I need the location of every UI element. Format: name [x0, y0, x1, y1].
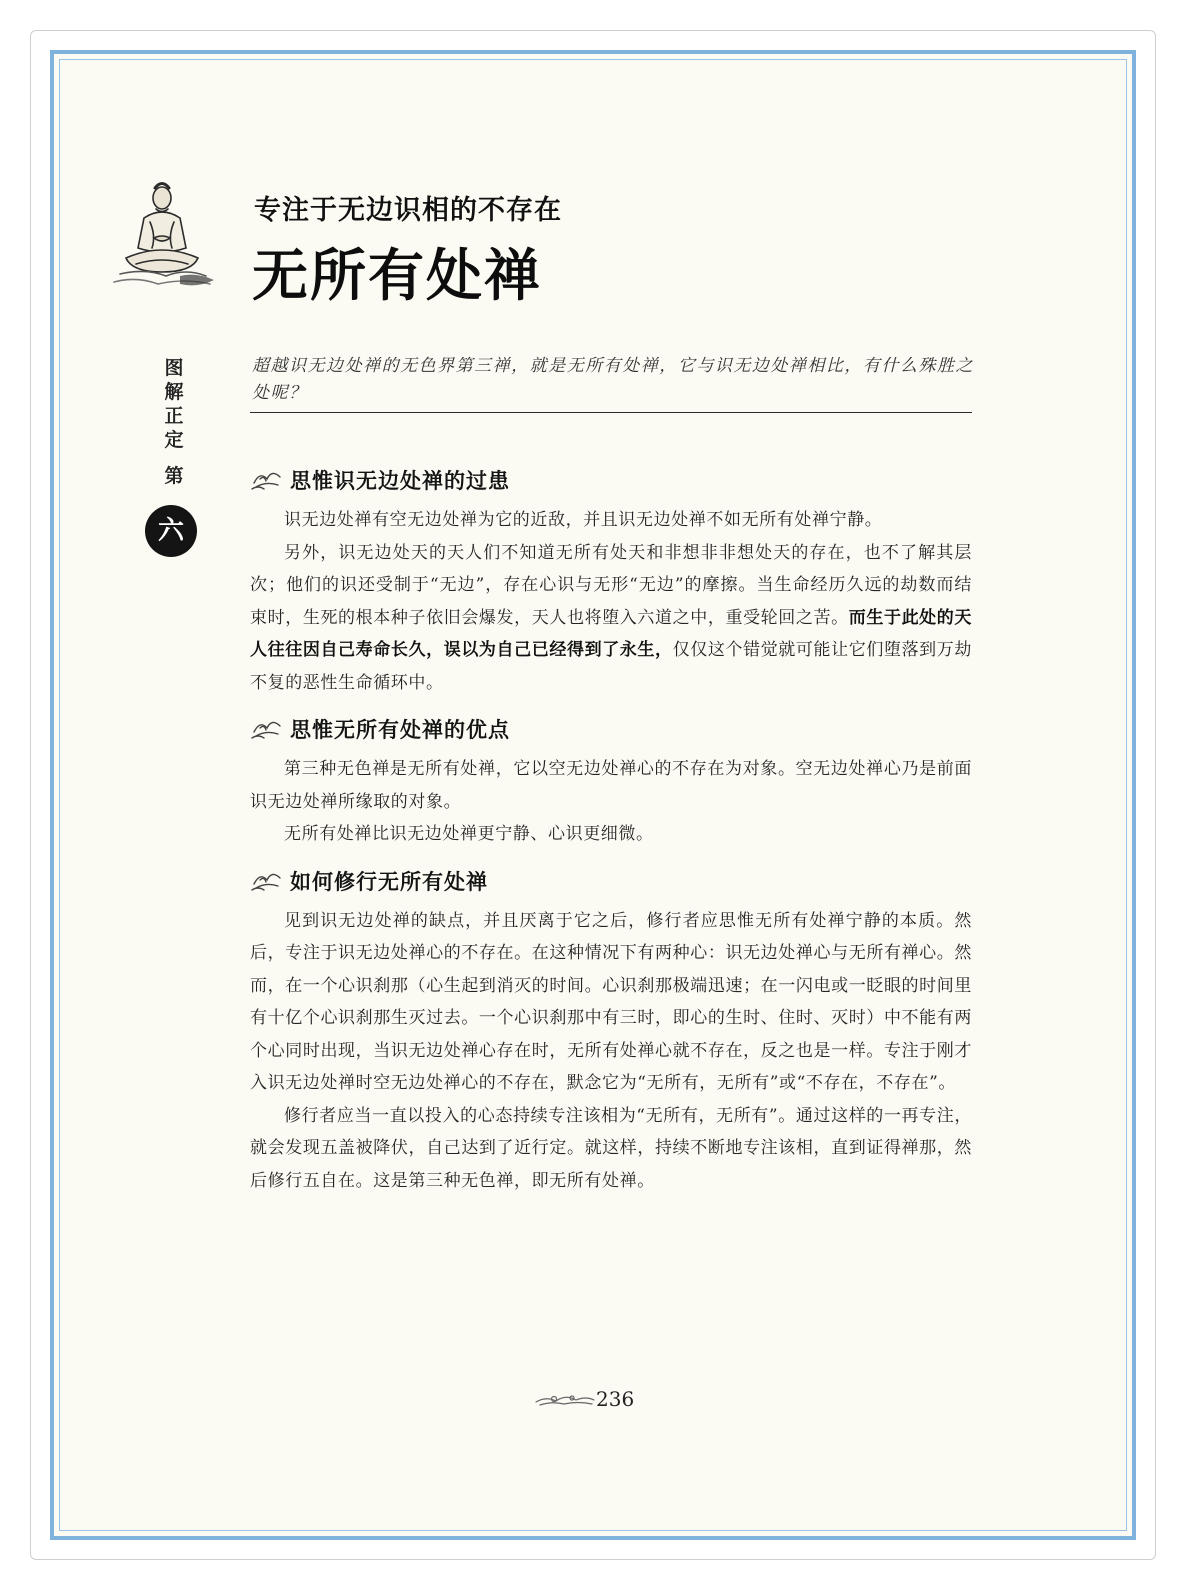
page-subtitle: 专注于无边识相的不存在 — [254, 195, 562, 226]
section-practice — [250, 861, 972, 1198]
paragraph: 识无边处禅有空无边处禅为它的近敌，并且识无边处禅不如无所有处禅宁静。 — [284, 510, 883, 530]
intro-question: 超越识无边处禅的无色界第三禅，就是无所有处禅，它与识无边处禅相比，有什么殊胜之处呢？ — [252, 356, 974, 403]
section-heading — [250, 861, 972, 901]
paragraph: 第三种无色禅是无所有处禅，它以空无边处禅心的不存在为对象。空无边处禅心乃是前面识无边处禅所缘取的对象。 — [250, 759, 972, 812]
part-prefix: 第 — [164, 465, 184, 487]
lotus-bullet-icon — [250, 868, 284, 894]
lotus-bullet-icon — [250, 716, 284, 742]
page-number: 236 — [596, 1387, 635, 1411]
paragraph — [250, 537, 972, 700]
paragraph: 修行者应当一直以投入的心态持续专注该相为“无所有，无所有”。通过这样的一再专注，就会发现五盖被降伏，自己达到了近行定。就这样，持续不断地专注该相，直到证得禅那，然后修行五自在。这是第三种无色禅，即无所有处禅。 — [250, 1105, 972, 1191]
section-advantages — [250, 709, 972, 851]
article-body — [250, 460, 972, 1207]
section-heading — [250, 709, 972, 749]
series-name: 图 解 正 定 — [164, 357, 184, 451]
page-footer — [534, 1384, 634, 1414]
paragraph-text: 另外，识无边处天的天人们不知道无所有处天和非想非非想处天的存在，也不了解其层次；他们的识还受制于“无边”，存在心识与无形“无边”的摩擦。当生命经历久远的劫数而结束时，生死的根本种子依旧会爆发，天人也将堕入六道之中，重受轮回之苦。 — [250, 542, 972, 628]
paragraph: 见到识无边处禅的缺点，并且厌离于它之后，修行者应思惟无所有处禅宁静的本质。然后，专注于识无边处禅心的不存在。在这种情况下有两种心：识无边处禅心与无所有禅心。然而，在一个心识刹那（心生起到消灭的时间。心识刹那极端迅速；在一闪电或一眨眼的时间里有十亿个心识刹那生灭过去。一个心识刹那中有三时，即心的生时、住时、灭时）中不能有两个心同时出现，当识无边处禅心存在时，无所有处禅心就不存在，反之也是一样。专注于刚才入识无边处禅时空无边处禅心的不存在，默念它为“无所有，无所有”或“不存在，不存在”。 — [250, 910, 972, 1093]
section-drawbacks — [250, 460, 972, 699]
sidebar-series-label — [157, 356, 191, 488]
lotus-bullet-icon — [250, 467, 284, 493]
section-heading — [250, 460, 972, 500]
cloud-ornament-icon — [534, 1390, 596, 1408]
section-title: 思惟无所有处禅的优点 — [290, 717, 510, 742]
divider — [250, 412, 972, 413]
paragraph-tail: 仅仅这个错觉就可能让它们堕落到万劫不复的恶性生命循环中。 — [250, 640, 972, 693]
emphasis-text: 而生于此处的天人往往因自己寿命长久，误以为自己已经得到了永生， — [250, 607, 972, 660]
page-title: 无所有处禅 — [252, 244, 542, 309]
seated-buddha-icon — [106, 176, 218, 294]
section-title: 如何修行无所有处禅 — [290, 868, 488, 894]
paragraph: 无所有处禅比识无边处禅更宁静、心识更细微。 — [284, 824, 654, 844]
section-title: 思惟识无边处禅的过患 — [290, 468, 510, 493]
chapter-number-badge: 六 — [145, 505, 197, 557]
